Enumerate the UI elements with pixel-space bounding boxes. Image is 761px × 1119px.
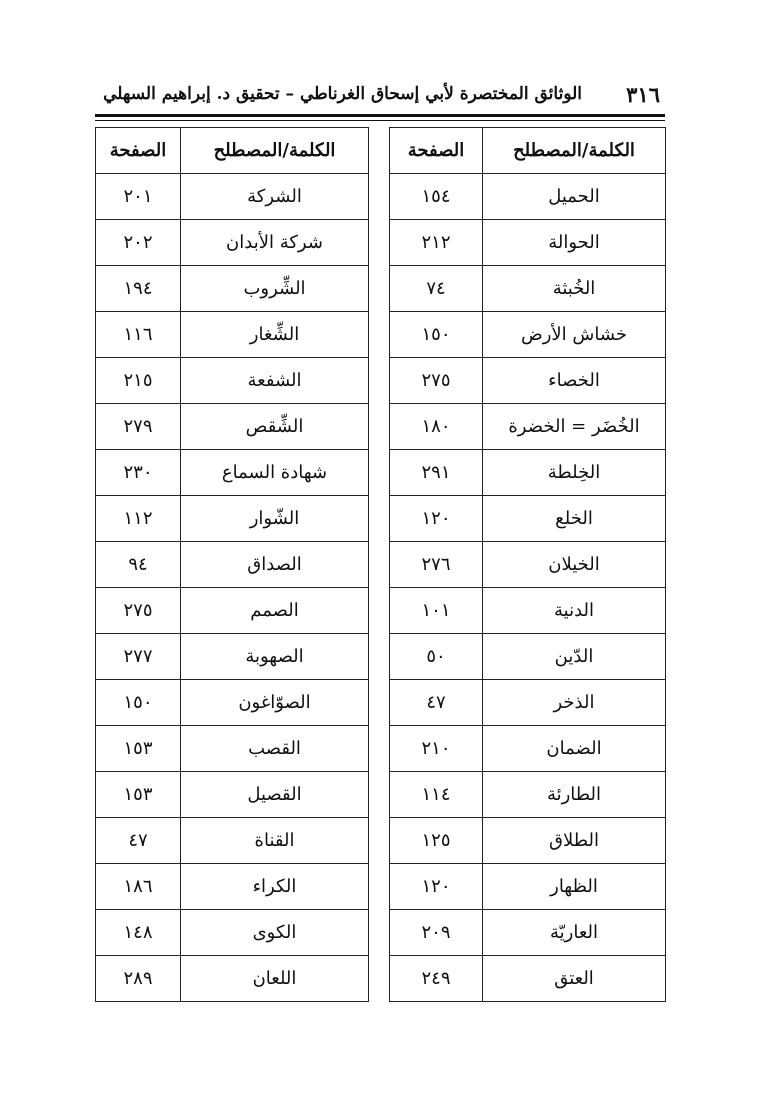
term-cell: خشاش الأرض: [483, 312, 666, 358]
term-cell: القناة: [181, 818, 369, 864]
page-cell: ٢٣٠: [96, 450, 181, 496]
table-row: [96, 542, 666, 588]
page-cell: ١٥٣: [96, 726, 181, 772]
term-cell: الدنية: [483, 588, 666, 634]
term-cell: الخِلطة: [483, 450, 666, 496]
table-row: [96, 220, 666, 266]
term-cell: الخُبثة: [483, 266, 666, 312]
term-cell: العاريّة: [483, 910, 666, 956]
term-cell: الدّين: [483, 634, 666, 680]
gap-cell: [369, 542, 390, 588]
column-gap: [369, 128, 390, 174]
page-cell: ١٢٠: [390, 496, 483, 542]
table-row: [96, 312, 666, 358]
term-cell: العتق: [483, 956, 666, 1002]
term-cell: الشّوار: [181, 496, 369, 542]
page-cell: ٢٠١: [96, 174, 181, 220]
page-cell: ٢٧٥: [390, 358, 483, 404]
term-cell: الصهوبة: [181, 634, 369, 680]
page-cell: ٢١٥: [96, 358, 181, 404]
page-header: [95, 78, 660, 112]
page-cell: ١٥٤: [390, 174, 483, 220]
table-row: [96, 864, 666, 910]
term-cell: القصب: [181, 726, 369, 772]
column-header-term: الكلمة/المصطلح: [483, 128, 666, 174]
table-row: [96, 404, 666, 450]
term-cell: الصمم: [181, 588, 369, 634]
page-cell: ١٥٠: [96, 680, 181, 726]
table-row: [96, 496, 666, 542]
term-cell: الظهار: [483, 864, 666, 910]
gap-cell: [369, 404, 390, 450]
table-body: [96, 174, 666, 1002]
term-cell: الشِّغار: [181, 312, 369, 358]
gap-cell: [369, 772, 390, 818]
page-cell: ٧٤: [390, 266, 483, 312]
table-row: [96, 680, 666, 726]
page-cell: ٢١٠: [390, 726, 483, 772]
term-cell: الصوّاغون: [181, 680, 369, 726]
header-rule-thin: [95, 120, 665, 121]
page-cell: ٢٤٩: [390, 956, 483, 1002]
term-cell: الصداق: [181, 542, 369, 588]
page-cell: ١٤٨: [96, 910, 181, 956]
term-cell: الخُضَر = الخضرة: [483, 404, 666, 450]
page-cell: ٤٧: [390, 680, 483, 726]
page-cell: ١٨٦: [96, 864, 181, 910]
gap-cell: [369, 864, 390, 910]
running-title: الوثائق المختصرة لأبي إسحاق الغرناطي – تحقيق د. إبراهيم السهلي: [103, 84, 582, 104]
term-cell: الكراء: [181, 864, 369, 910]
gap-cell: [369, 174, 390, 220]
page-cell: ٢٠٩: [390, 910, 483, 956]
term-cell: الذخر: [483, 680, 666, 726]
gap-cell: [369, 588, 390, 634]
term-cell: الخلع: [483, 496, 666, 542]
page-cell: ١٥٣: [96, 772, 181, 818]
table-row: [96, 910, 666, 956]
term-cell: الشركة: [181, 174, 369, 220]
gap-cell: [369, 220, 390, 266]
gap-cell: [369, 266, 390, 312]
gap-cell: [369, 450, 390, 496]
page-cell: ٢٠٢: [96, 220, 181, 266]
term-cell: الشِّقص: [181, 404, 369, 450]
term-cell: الشفعة: [181, 358, 369, 404]
table-row: [96, 358, 666, 404]
gap-cell: [369, 358, 390, 404]
page-number: ٣١٦: [626, 82, 660, 107]
term-cell: الكوى: [181, 910, 369, 956]
term-cell: الخصاء: [483, 358, 666, 404]
gap-cell: [369, 496, 390, 542]
page-cell: ١٠١: [390, 588, 483, 634]
page-cell: ١٨٠: [390, 404, 483, 450]
term-cell: الحوالة: [483, 220, 666, 266]
gap-cell: [369, 910, 390, 956]
page-cell: ٤٧: [96, 818, 181, 864]
table-row: [96, 266, 666, 312]
page-cell: ٩٤: [96, 542, 181, 588]
gap-cell: [369, 634, 390, 680]
page-cell: ٢٧٦: [390, 542, 483, 588]
term-cell: شركة الأبدان: [181, 220, 369, 266]
header-rule: [95, 114, 665, 117]
page-cell: ١١٦: [96, 312, 181, 358]
table-row: [96, 634, 666, 680]
table-row: [96, 956, 666, 1002]
term-cell: الطارئة: [483, 772, 666, 818]
page-cell: ٢٩١: [390, 450, 483, 496]
table-row: [96, 450, 666, 496]
page-cell: ٢٧٥: [96, 588, 181, 634]
gap-cell: [369, 956, 390, 1002]
page-cell: ٢٨٩: [96, 956, 181, 1002]
glossary-table: [95, 127, 666, 1002]
table-header-row: [96, 128, 666, 174]
page-cell: ٢٧٩: [96, 404, 181, 450]
table-row: [96, 772, 666, 818]
page-cell: ١٢٠: [390, 864, 483, 910]
term-cell: شهادة السماع: [181, 450, 369, 496]
term-cell: القصيل: [181, 772, 369, 818]
page-cell: ١٥٠: [390, 312, 483, 358]
page-cell: ٢١٢: [390, 220, 483, 266]
page-cell: ١٢٥: [390, 818, 483, 864]
term-cell: الشِّروب: [181, 266, 369, 312]
gap-cell: [369, 680, 390, 726]
page-cell: ٢٧٧: [96, 634, 181, 680]
term-cell: الضمان: [483, 726, 666, 772]
gap-cell: [369, 818, 390, 864]
page-cell: ١١٤: [390, 772, 483, 818]
gap-cell: [369, 726, 390, 772]
table-row: [96, 818, 666, 864]
table-row: [96, 726, 666, 772]
term-cell: الحميل: [483, 174, 666, 220]
table-row: [96, 174, 666, 220]
table-row: [96, 588, 666, 634]
column-header-term: الكلمة/المصطلح: [181, 128, 369, 174]
term-cell: الخيلان: [483, 542, 666, 588]
column-header-page: الصفحة: [96, 128, 181, 174]
page-cell: ١١٢: [96, 496, 181, 542]
term-cell: الطلاق: [483, 818, 666, 864]
gap-cell: [369, 312, 390, 358]
page-cell: ١٩٤: [96, 266, 181, 312]
term-cell: اللعان: [181, 956, 369, 1002]
page-cell: ٥٠: [390, 634, 483, 680]
column-header-page: الصفحة: [390, 128, 483, 174]
